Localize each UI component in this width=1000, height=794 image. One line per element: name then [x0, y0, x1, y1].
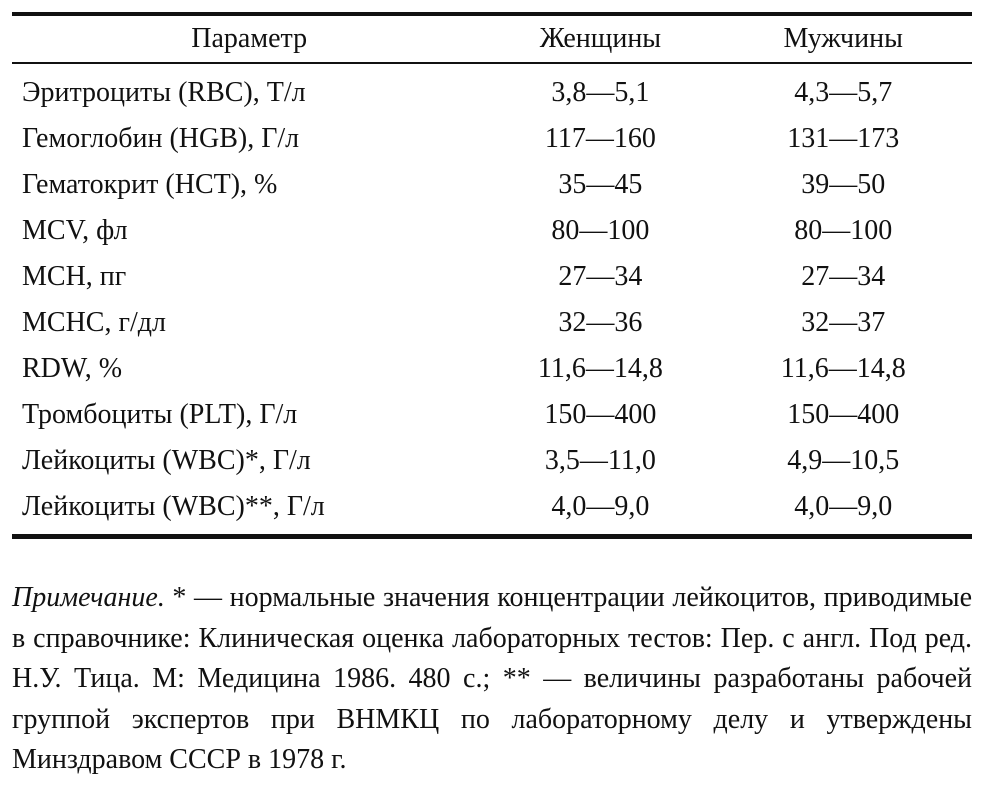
- reference-values-table: [12, 12, 972, 539]
- cell-param: Лейкоциты (WBC)**, Г/л: [22, 491, 325, 522]
- cell-men: 4,3—5,7: [794, 77, 893, 108]
- cell-women: 3,5—11,0: [544, 445, 656, 476]
- cell-param: MCV, фл: [22, 215, 128, 246]
- table-row: [12, 346, 972, 392]
- cell-women: 11,6—14,8: [537, 353, 663, 384]
- table-header: [12, 14, 972, 63]
- cell-men: 150—400: [787, 399, 900, 430]
- table-row: [12, 254, 972, 300]
- table-row: [12, 208, 972, 254]
- cell-param: Эритроциты (RBC), Т/л: [22, 77, 306, 108]
- table-row: [12, 162, 972, 208]
- header-row: [12, 14, 972, 63]
- cell-women: 4,0—9,0: [551, 491, 650, 522]
- footnote-text: * — нормальные значения концентрации лейкоцитов, приводимые в справочнике: Клиническая оценка лабораторных тестов: Пер. с англ. Под ред. Н.У. Тица. М: Медицина 1986. 480 с.; ** — величины разработаны рабочей группой экспертов при ВНМКЦ по лабораторному делу и утверждены Минздравом СССР в 1978 г.: [12, 582, 972, 775]
- cell-param: Лейкоциты (WBC)*, Г/л: [22, 445, 311, 476]
- table-row: [12, 484, 972, 537]
- table-row: [12, 392, 972, 438]
- cell-men: 4,0—9,0: [794, 491, 893, 522]
- cell-women: 27—34: [558, 261, 643, 292]
- cell-men: 4,9—10,5: [787, 445, 900, 476]
- cell-param: RDW, %: [22, 353, 123, 384]
- cell-men: 27—34: [801, 261, 886, 292]
- cell-women: 80—100: [551, 215, 650, 246]
- header-men: Мужчины: [783, 23, 903, 54]
- cell-men: 80—100: [794, 215, 893, 246]
- cell-men: 39—50: [801, 169, 886, 200]
- cell-param: Тромбоциты (PLT), Г/л: [22, 399, 298, 430]
- header-women: Женщины: [539, 23, 662, 54]
- cell-women: 32—36: [558, 307, 643, 338]
- table-row: [12, 116, 972, 162]
- footnote-label: Примечание.: [12, 582, 165, 613]
- cell-women: 3,8—5,1: [551, 77, 650, 108]
- reference-table-container: [12, 12, 972, 539]
- cell-men: 32—37: [801, 307, 886, 338]
- cell-param: MCH, пг: [22, 261, 127, 292]
- cell-women: 117—160: [544, 123, 656, 154]
- table-row: [12, 438, 972, 484]
- cell-param: Гематокрит (HCT), %: [22, 169, 278, 200]
- table-body: [12, 63, 972, 537]
- cell-men: 11,6—14,8: [780, 353, 906, 384]
- cell-param: MCHC, г/дл: [22, 307, 166, 338]
- cell-men: 131—173: [787, 123, 900, 154]
- cell-women: 150—400: [544, 399, 657, 430]
- cell-param: Гемоглобин (HGB), Г/л: [22, 123, 300, 154]
- cell-women: 35—45: [558, 169, 643, 200]
- table-row: [12, 63, 972, 116]
- header-param: Параметр: [191, 23, 308, 54]
- table-footnote: [12, 578, 972, 781]
- table-row: [12, 300, 972, 346]
